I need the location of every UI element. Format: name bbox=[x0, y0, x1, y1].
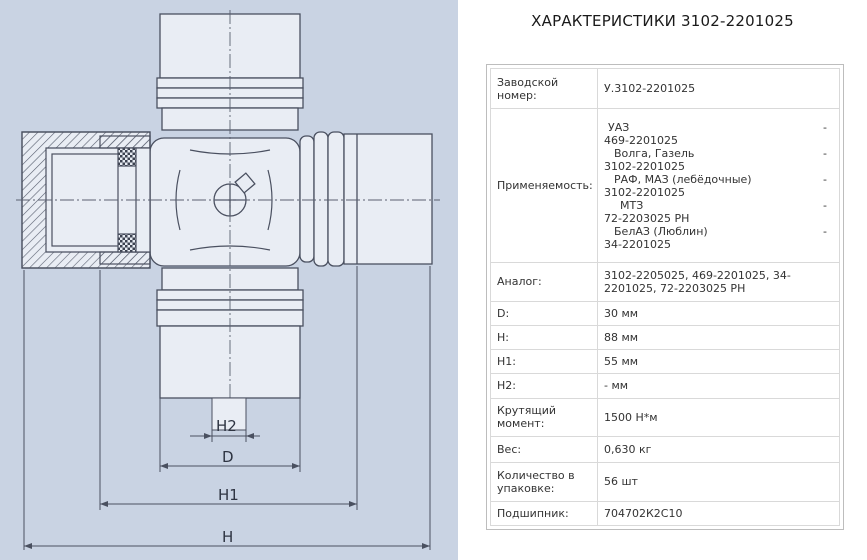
table-row bbox=[491, 325, 840, 349]
applicability-item: БелАЗ (Люблин) - bbox=[614, 224, 827, 238]
spec-table bbox=[490, 68, 840, 526]
spec-title: ХАРАКТЕРИСТИКИ 3102-2201025 bbox=[531, 12, 794, 30]
applicability-number: 469-2201025 bbox=[604, 133, 678, 147]
row-key: H: bbox=[491, 325, 598, 349]
row-value: 56 шт bbox=[598, 463, 840, 501]
row-value: - мм bbox=[598, 374, 840, 398]
row-value: 55 мм bbox=[598, 350, 840, 374]
dim-label-d: D bbox=[222, 448, 234, 466]
dim-label-h2: H2 bbox=[216, 417, 237, 435]
table-row bbox=[491, 436, 840, 462]
spec-panel bbox=[486, 64, 844, 530]
row-key: Вес: bbox=[491, 436, 598, 462]
applicability-item: РАФ, МАЗ (лебёдочные) - bbox=[614, 172, 827, 186]
row-key: D: bbox=[491, 301, 598, 325]
dim-label-h: H bbox=[222, 528, 234, 546]
row-key: Применяемость: bbox=[491, 109, 598, 263]
applicability-item: Волга, Газель - bbox=[614, 146, 827, 160]
table-row bbox=[491, 501, 840, 525]
table-row bbox=[491, 69, 840, 109]
row-key: H1: bbox=[491, 350, 598, 374]
row-key: Аналог: bbox=[491, 263, 598, 301]
applicability-item: МТЗ - bbox=[620, 198, 827, 212]
table-row bbox=[491, 374, 840, 398]
row-value: У.3102-2201025 bbox=[598, 69, 840, 109]
table-row bbox=[491, 350, 840, 374]
dim-label-h1: H1 bbox=[218, 486, 239, 504]
row-key: Заводской номер: bbox=[491, 69, 598, 109]
table-row bbox=[491, 463, 840, 501]
row-value: 0,630 кг bbox=[598, 436, 840, 462]
row-value: 30 мм bbox=[598, 301, 840, 325]
row-key: Подшипник: bbox=[491, 501, 598, 525]
row-key: Крутящий момент: bbox=[491, 398, 598, 436]
row-value: 88 мм bbox=[598, 325, 840, 349]
applicability-number: 34-2201025 bbox=[604, 237, 671, 251]
row-key: H2: bbox=[491, 374, 598, 398]
applicability-number: 3102-2201025 bbox=[604, 159, 685, 173]
row-key: Количество в упаковке: bbox=[491, 463, 598, 501]
table-row bbox=[491, 263, 840, 301]
applicability-item: УАЗ - bbox=[608, 120, 827, 134]
applicability-list bbox=[598, 109, 840, 263]
row-value: 3102-2205025, 469-2201025, 34-2201025, 72-2203025 РН bbox=[598, 263, 840, 301]
applicability-number: 72-2203025 РН bbox=[604, 211, 690, 225]
row-value: 704702К2С10 bbox=[598, 501, 840, 525]
applicability-number: 3102-2201025 bbox=[604, 185, 685, 199]
table-row bbox=[491, 301, 840, 325]
table-row bbox=[491, 398, 840, 436]
row-value: 1500 Н*м bbox=[598, 398, 840, 436]
table-row bbox=[491, 109, 840, 263]
